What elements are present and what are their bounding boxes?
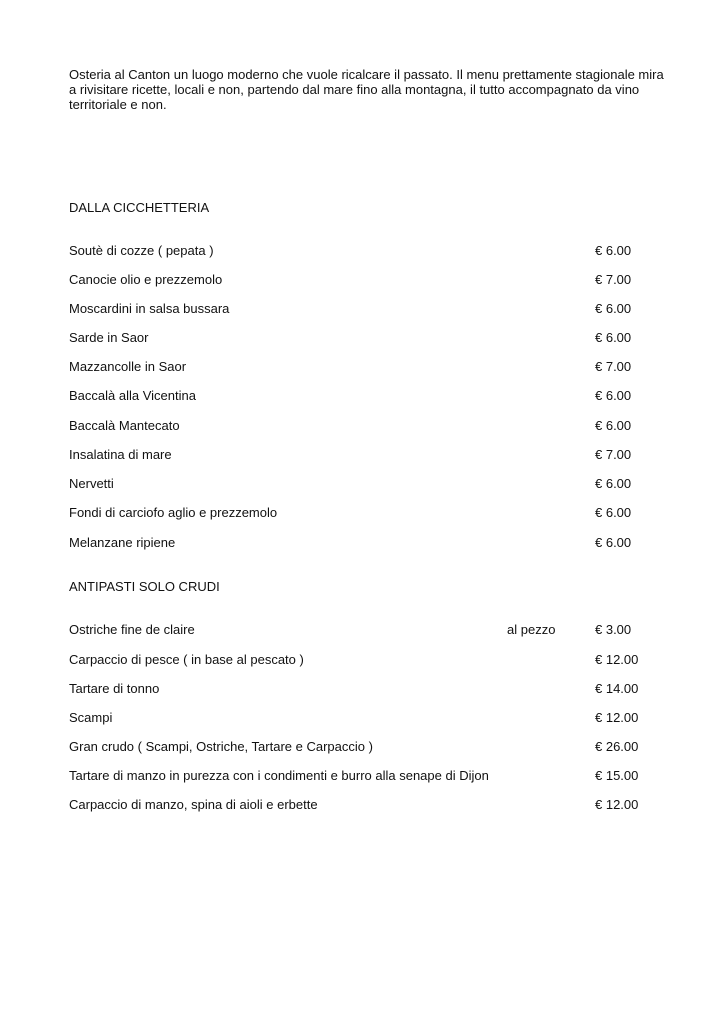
item-name: Sarde in Saor xyxy=(69,330,149,345)
menu-item xyxy=(69,797,649,815)
item-name: Carpaccio di manzo, spina di aioli e erbette xyxy=(69,797,318,812)
item-name: Gran crudo ( Scampi, Ostriche, Tartare e Carpaccio ) xyxy=(69,739,373,754)
menu-item xyxy=(69,476,649,494)
menu-item xyxy=(69,301,649,319)
item-price: € 6.00 xyxy=(595,418,632,433)
item-price: € 12.00 xyxy=(595,652,639,667)
item-name: Insalatina di mare xyxy=(69,447,172,462)
item-name: Scampi xyxy=(69,710,113,725)
item-price: € 15.00 xyxy=(595,768,639,783)
item-name: Fondi di carciofo aglio e prezzemolo xyxy=(69,505,278,520)
menu-item xyxy=(69,535,649,553)
item-price: € 7.00 xyxy=(595,359,632,374)
item-name: Ostriche fine de claire xyxy=(69,622,195,637)
item-price: € 14.00 xyxy=(595,681,639,696)
item-price: € 6.00 xyxy=(595,243,632,258)
menu-item xyxy=(69,447,649,465)
menu-item xyxy=(69,418,649,436)
menu-item xyxy=(69,739,649,757)
section-title-cicchetteria: DALLA CICCHETTERIA xyxy=(69,200,210,215)
intro-text: Osteria al Canton un luogo moderno che vuole ricalcare il passato. Il menu prettamente stagionale mira a rivisitare ricette, locali e non, partendo dal mare fino alla montagna, il tutto accompagnato da vino territoriale e non. xyxy=(69,67,664,112)
item-price: € 6.00 xyxy=(595,388,632,403)
item-name: Canocie olio e prezzemolo xyxy=(69,272,223,287)
menu-item xyxy=(69,710,649,728)
item-price: € 6.00 xyxy=(595,301,632,316)
item-price: € 26.00 xyxy=(595,739,639,754)
item-name: Tartare di manzo in purezza con i condimenti e burro alla senape di Dijon xyxy=(69,768,489,783)
item-name: Mazzancolle in Saor xyxy=(69,359,187,374)
item-name: Melanzane ripiene xyxy=(69,535,176,550)
item-name: Baccalà alla Vicentina xyxy=(69,388,196,403)
item-name: Carpaccio di pesce ( in base al pescato ) xyxy=(69,652,304,667)
menu-item xyxy=(69,768,649,786)
menu-item xyxy=(69,388,649,406)
item-name: Baccalà Mantecato xyxy=(69,418,180,433)
menu-item xyxy=(69,681,649,699)
item-price: € 6.00 xyxy=(595,330,632,345)
menu-item xyxy=(69,330,649,348)
menu-item xyxy=(69,622,649,640)
item-name: Soutè di cozze ( pepata ) xyxy=(69,243,214,258)
item-price: € 7.00 xyxy=(595,272,632,287)
item-price: € 6.00 xyxy=(595,476,632,491)
item-price: € 6.00 xyxy=(595,535,632,550)
item-price: € 12.00 xyxy=(595,797,639,812)
item-price: € 12.00 xyxy=(595,710,639,725)
item-name: Moscardini in salsa bussara xyxy=(69,301,230,316)
item-note: al pezzo xyxy=(507,622,556,637)
item-price: € 6.00 xyxy=(595,505,632,520)
item-price: € 7.00 xyxy=(595,447,632,462)
item-name: Tartare di tonno xyxy=(69,681,160,696)
menu-item xyxy=(69,505,649,523)
menu-item xyxy=(69,652,649,670)
menu-item xyxy=(69,359,649,377)
menu-item xyxy=(69,272,649,290)
menu-item xyxy=(69,243,649,261)
section-title-antipasti-crudi: ANTIPASTI SOLO CRUDI xyxy=(69,579,220,594)
item-name: Nervetti xyxy=(69,476,114,491)
item-price: € 3.00 xyxy=(595,622,632,637)
